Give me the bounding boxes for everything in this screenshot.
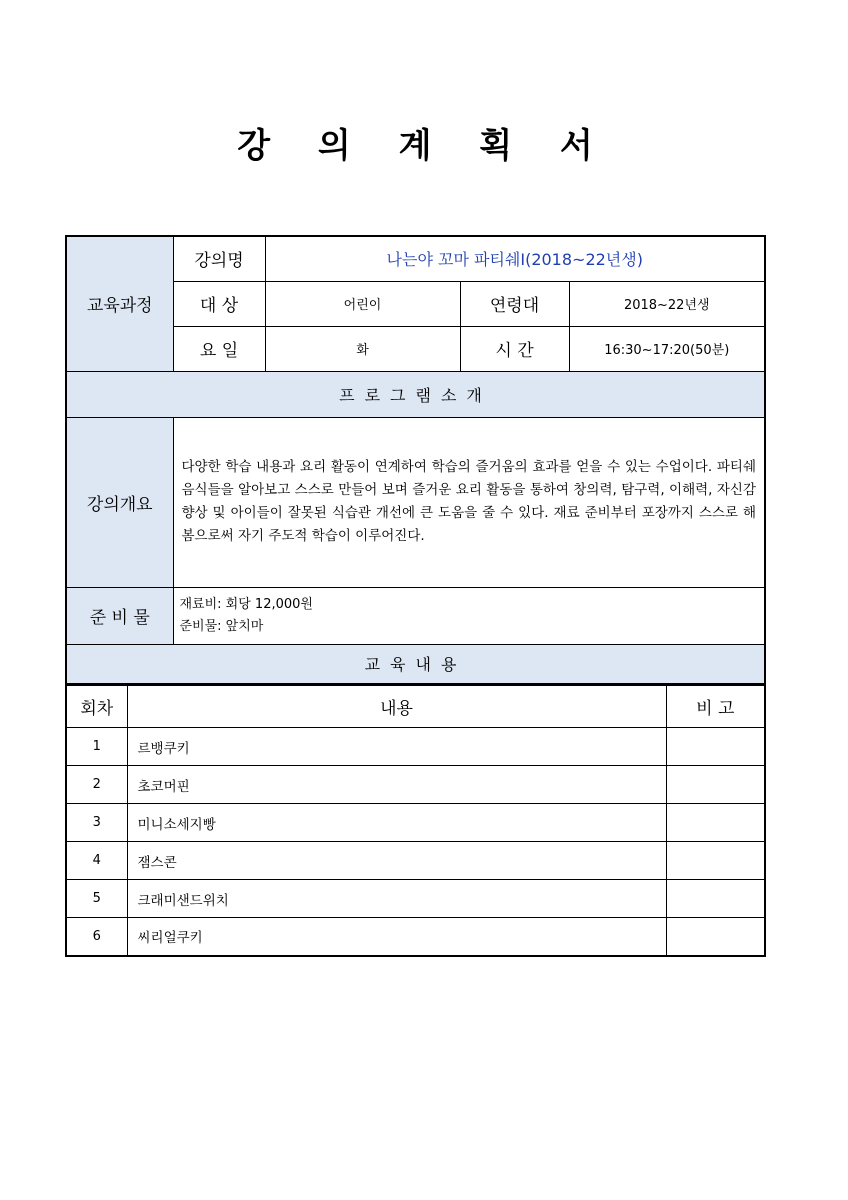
- course-info-table: [65, 235, 766, 685]
- session-content: 르뱅쿠키: [127, 728, 666, 766]
- session-number: 6: [66, 918, 127, 956]
- prep-details: [173, 587, 765, 644]
- overview-label: 강의개요: [66, 417, 173, 587]
- session-number: 2: [66, 766, 127, 804]
- day-value: 화: [265, 326, 460, 371]
- table-row: [66, 804, 765, 842]
- time-label: 시 간: [460, 326, 569, 371]
- session-content: 씨리얼쿠키: [127, 918, 666, 956]
- prep-items: 준비물: 앞치마: [179, 618, 264, 634]
- session-note: [666, 766, 765, 804]
- target-value: 어린이: [265, 281, 460, 326]
- session-number: 3: [66, 804, 127, 842]
- table-row: [66, 842, 765, 880]
- overview-text: 다양한 학습 내용과 요리 활동이 연계하여 학습의 즐거움의 효과를 얻을 수 있는 수업이다. 파티쉐 음식들을 알아보고 스스로 만들어 보며 즐거운 요리 활동을 통하여 창의력, 탐구력, 이해력, 자신감 향상 및 아이들이 잘못된 식습관 개선에 큰 도움을 줄 수 있다. 재료 준비부터 포장까지 스스로 해봄으로써 자기 주도적 학습이 이루어진다.: [173, 417, 765, 587]
- session-content: 크래미샌드위치: [127, 880, 666, 918]
- prep-fee: 재료비: 회당 12,000원: [179, 596, 313, 612]
- course-section-label: 교육과정: [66, 236, 173, 371]
- session-content: 미니소세지빵: [127, 804, 666, 842]
- col-note-header: 비 고: [666, 686, 765, 728]
- session-note: [666, 728, 765, 766]
- session-note: [666, 880, 765, 918]
- day-label: 요 일: [173, 326, 265, 371]
- lecture-plan-form: [65, 235, 764, 957]
- page-title: 강 의 계 획 서: [237, 126, 611, 166]
- session-number: 5: [66, 880, 127, 918]
- col-content-header: 내용: [127, 686, 666, 728]
- session-note: [666, 842, 765, 880]
- session-note: [666, 804, 765, 842]
- session-number: 1: [66, 728, 127, 766]
- session-number: 4: [66, 842, 127, 880]
- age-value: 2018~22년생: [569, 281, 765, 326]
- education-heading: 교육내용: [66, 644, 765, 684]
- table-row: [66, 766, 765, 804]
- course-name-value: 나는야 꼬마 파티쉐Ⅰ(2018~22년생): [265, 236, 765, 281]
- session-content: 잼스콘: [127, 842, 666, 880]
- target-label: 대 상: [173, 281, 265, 326]
- table-row: [66, 918, 765, 956]
- col-session-header: 회차: [66, 686, 127, 728]
- table-row: [66, 728, 765, 766]
- age-label: 연령대: [460, 281, 569, 326]
- prep-label: 준 비 물: [66, 587, 173, 644]
- table-row: [66, 880, 765, 918]
- course-name-label: 강의명: [173, 236, 265, 281]
- session-note: [666, 918, 765, 956]
- education-table: [65, 685, 766, 957]
- program-heading: 프로그램소개: [66, 371, 765, 417]
- time-value: 16:30~17:20(50분): [569, 326, 765, 371]
- session-content: 초코머핀: [127, 766, 666, 804]
